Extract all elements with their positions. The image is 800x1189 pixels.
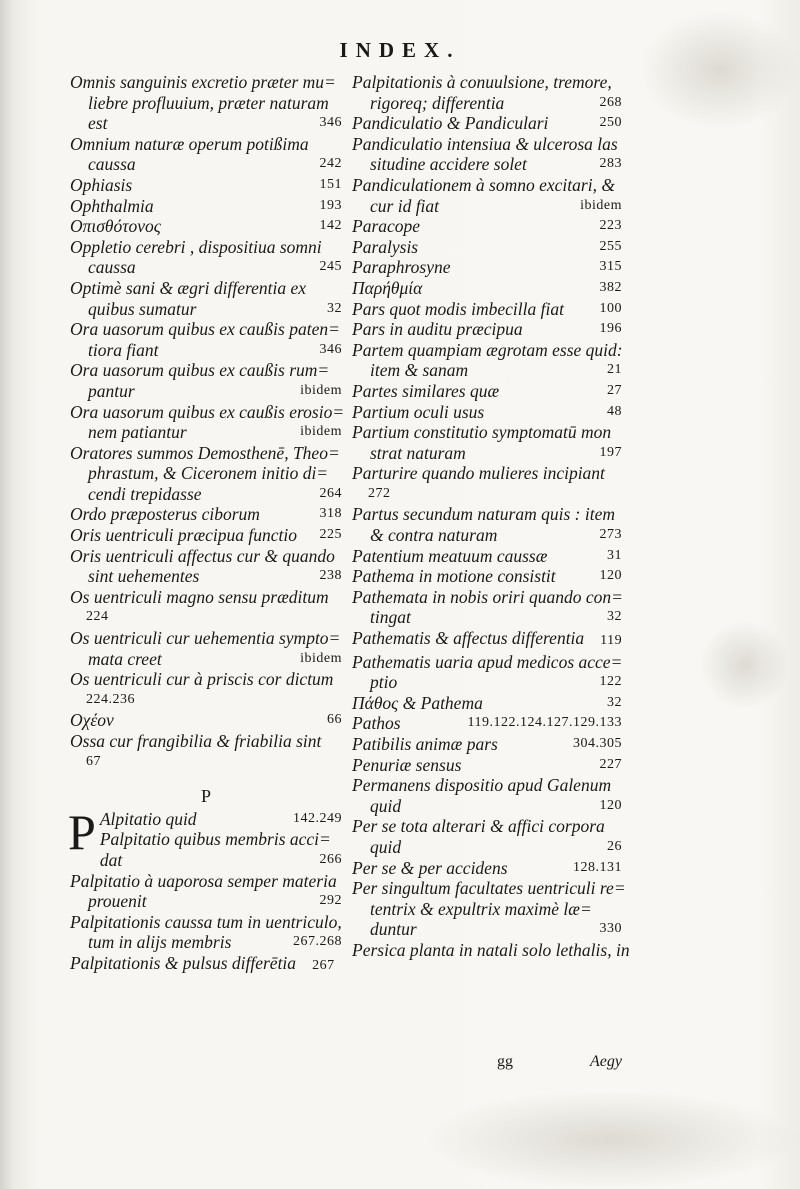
page-reference: 100 [599, 300, 622, 316]
index-entry [70, 216, 342, 237]
index-entry [352, 463, 622, 504]
page-reference: 32 [327, 300, 342, 316]
entry-text: Pathematis & affectus differentia 119 [352, 628, 623, 649]
entry-text: Omnis sanguinis excretio prӕter mu= [70, 72, 336, 92]
page-reference: 225 [319, 527, 342, 543]
index-entry [352, 113, 622, 134]
index-entry [70, 175, 342, 196]
entry-text: Pathema in motione consistit 120 [352, 566, 622, 587]
page-reference: 128.131 [573, 859, 622, 875]
entry-text: Palpitatio à uaporosa semper materia [70, 870, 337, 891]
entry-text: Παρήθμία 382 [352, 277, 622, 298]
entry-text: Pathemata in nobis oriri quando con= [352, 586, 623, 607]
page-reference: 346 [319, 341, 342, 357]
entry-text: Partes similares quӕ 27 [352, 380, 622, 401]
page-reference: 318 [319, 506, 342, 522]
index-entry [70, 237, 342, 278]
page-reference: 250 [599, 115, 622, 131]
page-reference: 242 [319, 156, 342, 172]
entry-text: Ora uasorum quibus ex caußis erosio= [70, 401, 345, 422]
entry-text: Πάθος & Pathema 32 [352, 692, 622, 713]
page-reference: 255 [599, 238, 622, 254]
entry-text: mata creet ibidem [88, 648, 342, 669]
entry-text: Paralysis 255 [352, 236, 622, 257]
entry-text: dat 266 [99, 849, 342, 870]
entry-text: Partus secundum naturam quis : item [352, 504, 615, 525]
index-entry [352, 755, 622, 776]
entry-text: Patentium meatuum caussӕ 31 [352, 545, 622, 566]
index-entry [70, 710, 342, 731]
index-entry [70, 546, 342, 587]
page-reference: 21 [607, 362, 622, 378]
entry-text: cur id fiat ibidem [370, 195, 622, 216]
page-reference: 304.305 [573, 736, 622, 751]
index-entry [352, 216, 622, 237]
index-entry [352, 257, 622, 278]
entry-text: Ophthalmia 193 [70, 195, 342, 216]
index-entry [352, 587, 622, 628]
entry-text: Palpitationis caussa tum in uentriculo, [70, 911, 342, 932]
entry-text: Ophiasis 151 [70, 174, 342, 195]
entry-text: Partem quampiam ӕgrotam esse quid: [352, 339, 623, 360]
page-reference: 346 [319, 115, 342, 131]
page-reference: 32 [607, 694, 622, 710]
page-reference: 227 [599, 756, 622, 772]
entry-text: liebre profluuium, prӕter naturam [88, 92, 329, 113]
entry-text: rigoreq; differentia 268 [370, 92, 622, 113]
page-reference: 142 [319, 218, 342, 234]
index-entry [352, 775, 622, 816]
page-reference: 122 [599, 674, 622, 690]
entry-text: quid 26 [370, 836, 622, 857]
entry-text: caussa 245 [88, 257, 342, 278]
page-reference: 224 [86, 609, 109, 625]
page-reference: 245 [319, 259, 342, 275]
page-reference: 273 [599, 527, 622, 543]
entry-text: tingat 32 [370, 607, 622, 628]
index-entry [70, 628, 342, 669]
page-reference: ibidem [580, 197, 622, 213]
entry-text: est 346 [88, 113, 342, 134]
index-entry [352, 546, 622, 567]
index-entry [70, 196, 342, 217]
page-reference: 272 [368, 485, 391, 501]
entry-text: Οχέον 66 [70, 710, 342, 731]
entry-text: Oppletio cerebri , dispositiua somni [70, 236, 322, 257]
index-entry [70, 401, 345, 443]
index-entry [352, 693, 622, 714]
index-entry [352, 237, 622, 258]
index-entry [352, 566, 622, 587]
section-letter: P [200, 786, 211, 807]
index-entry [70, 669, 342, 710]
index-entry [70, 278, 342, 319]
page-reference: 197 [599, 444, 622, 460]
page-reference: ibidem [300, 382, 342, 398]
page-reference: ibidem [300, 424, 342, 440]
entry-text: Optimè sani & ӕgri differentia ex [70, 277, 307, 298]
page-reference: 382 [599, 279, 622, 295]
index-entry [70, 731, 342, 772]
entry-text: caussa 242 [88, 154, 342, 175]
page-reference: 283 [599, 156, 622, 172]
entry-text: quibus sumatur 32 [88, 298, 342, 319]
index-entry [352, 858, 622, 879]
entry-text: prouenit 292 [88, 891, 342, 912]
index-column-right [352, 72, 630, 961]
page-reference: 27 [607, 382, 622, 398]
entry-text: Penuriӕ sensus 227 [352, 754, 622, 775]
page-reference: 31 [607, 547, 622, 563]
page-reference: 224.236 [86, 691, 135, 707]
page-reference: 67 [86, 753, 101, 769]
index-entry [70, 134, 342, 175]
index-entry [352, 340, 622, 381]
entry-text: strat naturam 197 [370, 442, 622, 463]
entry-text: Οπισθότονος 142 [70, 216, 342, 237]
index-entry [352, 402, 622, 423]
index-entry [352, 628, 622, 652]
entry-text: Pandiculationem à somno excitari, & [352, 174, 615, 195]
entry-text: Os uentriculi cur uehementia sympto= [70, 628, 341, 649]
entry-text: Os uentriculi magno sensu prӕditum [70, 586, 329, 607]
entry-text: duntur 330 [370, 919, 622, 940]
page-stain [640, 10, 800, 130]
entry-text: pantur ibidem [88, 380, 342, 401]
page-reference: 268 [599, 94, 622, 110]
page-stain [700, 620, 790, 710]
entry-text: Parturire quando mulieres incipiant [352, 463, 605, 484]
index-entry [352, 319, 622, 340]
entry-text: Partium constitutio symptomatū mon [352, 422, 612, 443]
index-entry [352, 72, 622, 113]
index-entry [352, 939, 630, 961]
index-entry [352, 816, 622, 857]
entry-text: Persica planta in natali solo lethalis, in [352, 939, 630, 960]
index-entry [352, 278, 622, 299]
entry-text: Partium oculi usus 48 [352, 401, 622, 422]
entry-text: Paracope 223 [352, 216, 622, 237]
entry-text: quid 120 [370, 795, 622, 816]
index-entry [70, 587, 342, 628]
page-title: INDEX. [339, 38, 461, 62]
entry-text: situdine accidere solet 283 [370, 154, 622, 175]
entry-text: Oris uentriculi affectus cur & quando [70, 545, 335, 566]
page-reference: 32 [607, 609, 622, 625]
index-entry [70, 525, 342, 546]
index-entry [352, 299, 622, 320]
index-entry [70, 360, 342, 401]
index-entry [70, 829, 342, 870]
index-entry [352, 713, 622, 734]
page-reference: 193 [319, 197, 342, 213]
index-entry [352, 878, 626, 940]
entry-text: Per se tota alterari & affici corpora [352, 816, 605, 837]
entry-text: Pars in auditu prӕcipua 196 [352, 319, 622, 340]
entry-text: item & sanam 21 [370, 360, 622, 381]
page-reference: 142.249 [293, 810, 342, 826]
index-entry [70, 319, 342, 360]
entry-text: Per se & per accidens 128.131 [352, 857, 622, 878]
index-entry [352, 134, 622, 175]
entry-text: Ora uasorum quibus ex caußis paten= [70, 319, 340, 340]
entry-text: Paraphrosyne 315 [352, 257, 622, 278]
index-entry [352, 652, 622, 693]
signature-mark: gg [497, 1053, 513, 1070]
index-column-left [68, 72, 345, 977]
entry-text: Alpitatio quid 142.249 [99, 808, 342, 829]
entry-text: sint uehementes 238 [88, 566, 342, 587]
page-reference: 266 [319, 851, 342, 867]
page-reference: ibidem [300, 650, 342, 666]
page-reference: 315 [599, 259, 622, 275]
entry-text: Oris uentriculi prӕcipua functio 225 [70, 525, 342, 546]
entry-text: tiora fiant 346 [88, 339, 342, 360]
index-entry [352, 504, 622, 545]
entry-text: Ordo prӕposterus ciborum 318 [70, 504, 342, 525]
index-entry [352, 175, 622, 216]
page-reference: 264 [319, 485, 342, 501]
page-reference: 120 [599, 797, 622, 813]
entry-text: & contra naturam 273 [370, 525, 622, 546]
entry-text: Os uentriculi cur à priscis cor dictum [70, 669, 334, 690]
page-reference: 267.268 [293, 934, 342, 950]
catchword: Aegy [590, 1053, 622, 1070]
entry-text: Pathematis uaria apud medicos acce= [352, 651, 623, 672]
entry-text: Palpitatio quibus membris acci= [99, 829, 331, 850]
entry-text: Per singultum facultates uentriculi re= [352, 878, 626, 899]
index-entry [352, 422, 622, 463]
entry-text: nem patiantur ibidem [88, 422, 342, 443]
entry-text: Pandiculatio & Pandiculari 250 [352, 113, 622, 134]
entry-text: Oratores summos Demosthenē, Theo= [70, 442, 340, 463]
drop-capital: P [68, 803, 96, 860]
page-reference: 267 [312, 957, 335, 973]
entry-text: Omnium naturӕ operum potißima [70, 133, 309, 154]
index-entry [70, 443, 342, 505]
page-reference: 238 [319, 568, 342, 584]
entry-text: cendi trepidasse 264 [88, 483, 342, 504]
page-reference: 66 [327, 712, 342, 728]
entry-text: ptio 122 [370, 672, 622, 693]
page-stain [420, 1090, 800, 1189]
index-entry [70, 504, 342, 525]
page-reference: 223 [599, 218, 622, 234]
page-reference: 196 [599, 321, 622, 337]
entry-text: Pathos 119.122.124.127.129.133 [352, 713, 622, 734]
page-reference: 120 [599, 568, 622, 584]
page-reference: 292 [319, 893, 342, 909]
entry-text: Patibilis animӕ pars 304.305 [352, 734, 622, 754]
index-entry [70, 871, 342, 912]
entry-text: Palpitationis à conuulsione, tremore, [352, 72, 612, 92]
index-entry [352, 381, 622, 402]
entry-text: Permanens dispositio apud Galenum [352, 775, 612, 796]
index-entry [70, 912, 342, 953]
entry-text: Pandiculatio intensiua & ulcerosa las [352, 133, 618, 154]
page-reference: 119 [600, 633, 623, 649]
page-reference: 48 [607, 403, 622, 419]
entry-text: tum in alijs membris 267.268 [88, 932, 342, 953]
page-reference: 119.122.124.127.129.133 [467, 715, 622, 731]
entry-text: Ossa cur frangibilia & friabilia sint [70, 731, 322, 751]
index-entry [70, 72, 342, 134]
page-reference: 26 [607, 838, 622, 854]
page-reference: 151 [319, 176, 342, 192]
entry-text: Palpitationis & pulsus differētia 267 [70, 952, 335, 973]
entry-text: tentrix & expultrix maximè lӕ= [370, 898, 592, 919]
entry-text: Ora uasorum quibus ex caußis rum= [70, 360, 330, 381]
index-entry [70, 953, 342, 977]
entry-text: Pars quot modis imbecilla fiat 100 [352, 298, 622, 319]
entry-text: phrastum, & Ciceronem initio di= [88, 463, 329, 484]
page-reference: 330 [599, 921, 622, 937]
index-entry [352, 734, 622, 755]
